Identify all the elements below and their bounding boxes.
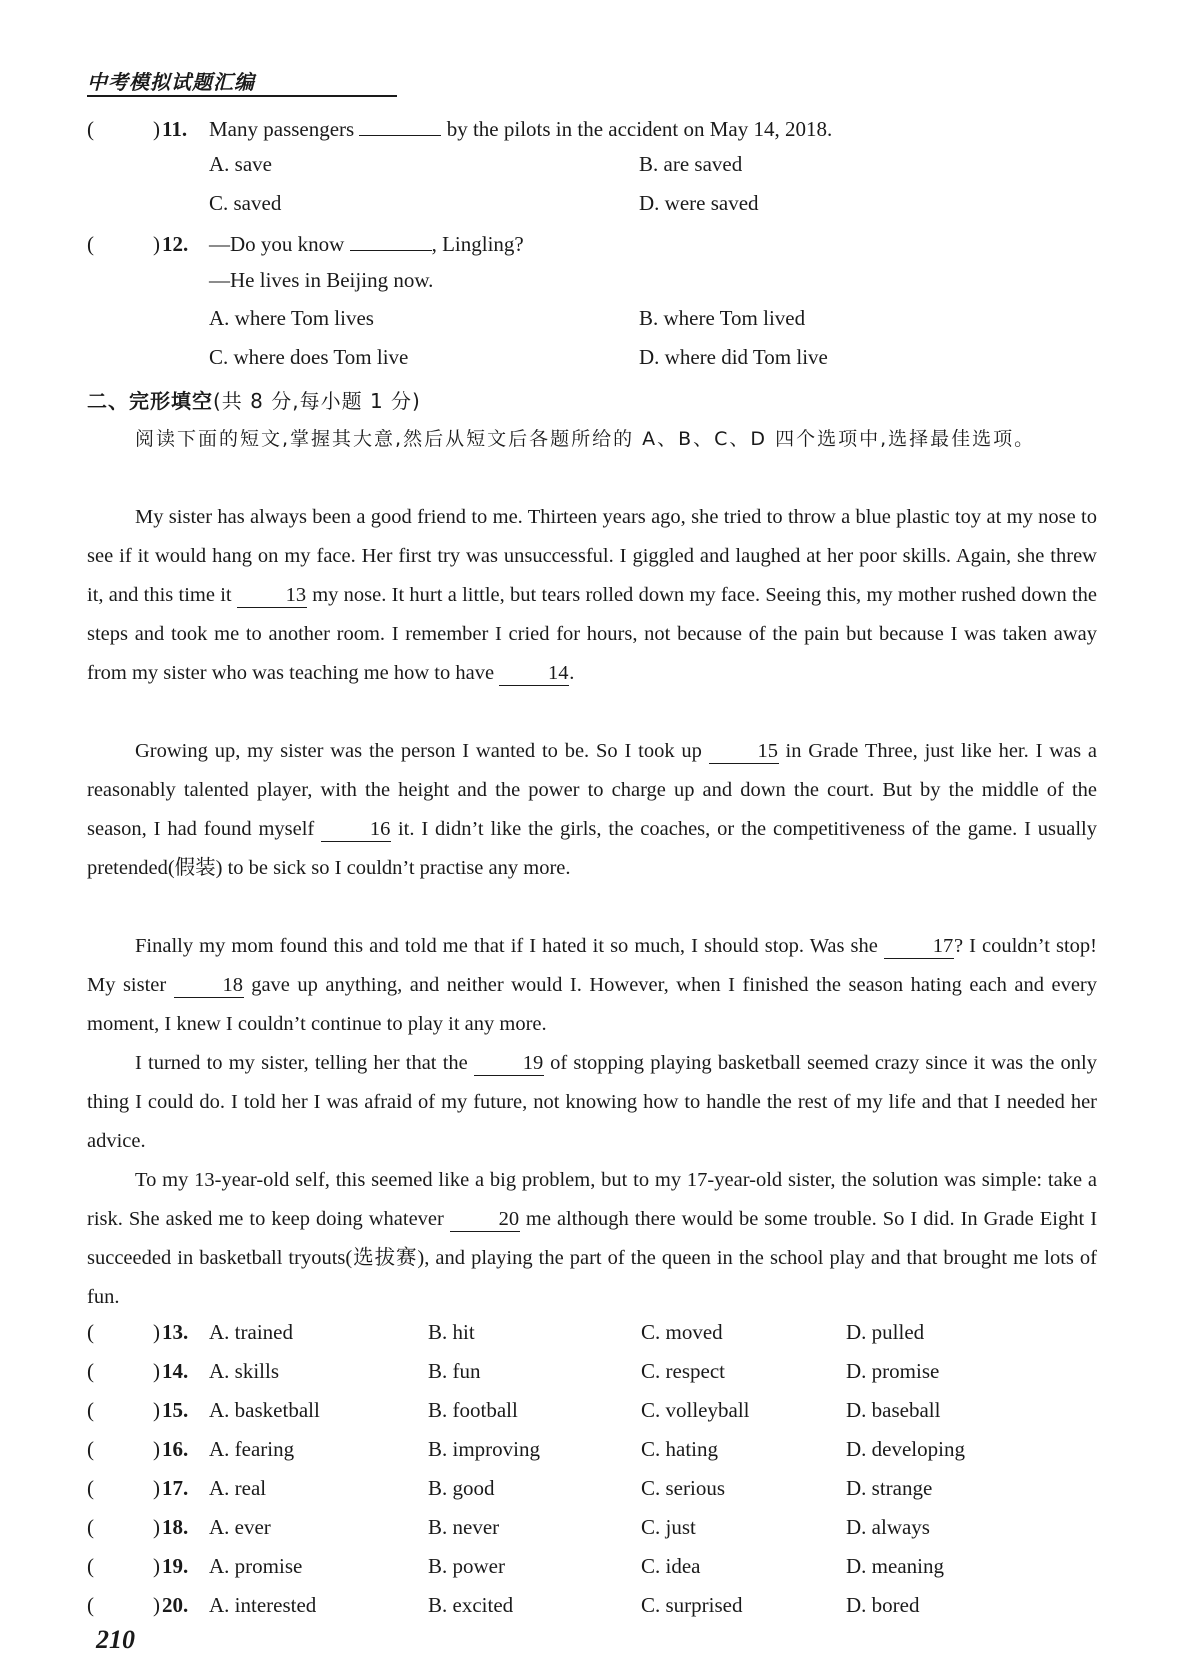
blank-15: 15 <box>709 739 779 764</box>
question-number: 20. <box>162 1593 189 1617</box>
passage-text: To my 13-year-old self, this seemed like a big problem, but to my 17-year-old sister, the solution was simple: take a risk. She asked me to keep doing whatever <box>87 1169 1097 1230</box>
option-c: C. surprised <box>641 1593 743 1617</box>
option-d: D. pulled <box>846 1320 925 1344</box>
answer-bracket-close: ) <box>153 1320 160 1344</box>
section-scoring: (共 8 分,每小题 1 分) <box>213 389 421 413</box>
answer-blank <box>350 232 432 251</box>
section-instruction: 阅读下面的短文,掌握其大意,然后从短文后各题所给的 A、B、C、D 四个选项中,选择最佳选项。 <box>135 428 1036 450</box>
dialogue-line: —He lives in Beijing now. <box>209 268 434 292</box>
answer-bracket-open: ( <box>87 1593 94 1617</box>
option-d: D. bored <box>846 1593 920 1617</box>
option-b: B. hit <box>428 1320 475 1344</box>
blank-18: 18 <box>174 973 244 998</box>
answer-bracket-close: ) <box>153 1593 160 1617</box>
option-b: B. football <box>428 1398 518 1422</box>
blank-14: 14 <box>499 661 569 686</box>
question-number: 16. <box>162 1437 189 1461</box>
option-a: A. promise <box>209 1554 303 1578</box>
passage-text: my nose. It hurt a little, but tears rolled down my face. Seeing this, my mother rushed down the steps and took me to another room. I remember I cried for hours, not because of the pain but because I was taken away from my sister who was teaching me how to have <box>87 584 1098 684</box>
option-b: B. are saved <box>639 152 743 176</box>
stem-text: Many passengers <box>209 117 355 141</box>
option-b: B. improving <box>428 1437 541 1461</box>
passage-text: Finally my mom found this and told me that if I hated it so much, I should stop. Was she <box>135 935 878 957</box>
blank-20: 20 <box>450 1207 520 1232</box>
question-number: 14. <box>162 1359 189 1383</box>
passage-paragraph-2 <box>87 732 1097 888</box>
passage-text: Growing up, my sister was the person I wanted to be. So I took up <box>135 740 702 762</box>
question-number: 18. <box>162 1515 189 1539</box>
running-head: 中考模拟试题汇编 <box>87 70 255 94</box>
answer-bracket-open: ( <box>87 117 94 141</box>
option-a: A. interested <box>209 1593 317 1617</box>
answer-bracket-open: ( <box>87 1320 94 1344</box>
question-12 <box>87 229 1097 259</box>
answer-bracket-open: ( <box>87 232 94 256</box>
question-number: 12. <box>162 232 189 256</box>
section-heading: 二、完形填空 <box>87 389 213 413</box>
option-b: B. power <box>428 1554 505 1578</box>
passage-text: of stopping playing basketball seemed crazy since it was the only thing I could do. I told her I was afraid of my future, not knowing how to handle the rest of my life and that I needed her advice. <box>87 1052 1097 1152</box>
passage-text: I turned to my sister, telling her that the <box>135 1052 468 1074</box>
passage-text: it. I didn’t like the girls, the coaches, or the competitiveness of the game. I usually pretended(假装) to be sick so I couldn’t practise any more. <box>87 818 1098 879</box>
answer-bracket-close: ) <box>153 232 160 256</box>
option-a: A. ever <box>209 1515 271 1539</box>
answer-bracket-close: ) <box>153 1398 160 1422</box>
question-number: 13. <box>162 1320 189 1344</box>
option-b: B. where Tom lived <box>639 306 806 330</box>
question-11 <box>87 114 1097 144</box>
option-a: A. trained <box>209 1320 293 1344</box>
passage-text: me although there would be some trouble. So I did. In Grade Eight I succeeded in basketball tryouts(选拔赛), and playing the part of the queen in the school play and that brought me lots of fun. <box>87 1208 1098 1308</box>
page-number: 210 <box>96 1625 135 1654</box>
question-number: 11. <box>162 117 188 141</box>
option-c: C. moved <box>641 1320 723 1344</box>
option-c: C. hating <box>641 1437 718 1461</box>
passage-text: ? I couldn’t stop! My sister <box>87 935 1097 996</box>
passage-paragraph-3 <box>87 927 1097 1044</box>
passage-paragraph-4 <box>87 1044 1097 1161</box>
answer-bracket-open: ( <box>87 1476 94 1500</box>
option-a: A. skills <box>209 1359 280 1383</box>
option-c: C. respect <box>641 1359 725 1383</box>
blank-19: 19 <box>474 1051 544 1076</box>
option-c: C. idea <box>641 1554 701 1578</box>
option-a: A. where Tom lives <box>209 306 374 330</box>
header-rule <box>87 95 397 97</box>
stem-text: , Lingling? <box>431 232 524 256</box>
option-a: A. basketball <box>209 1398 320 1422</box>
passage-text: in Grade Three, just like her. I was a reasonably talented player, with the height and the power to charge up and down the court. But by the middle of the season, I had found myself <box>87 740 1098 840</box>
answer-bracket-close: ) <box>153 1554 160 1578</box>
blank-16: 16 <box>321 817 391 842</box>
answer-bracket-close: ) <box>153 1437 160 1461</box>
option-b: B. fun <box>428 1359 481 1383</box>
option-c: C. where does Tom live <box>209 345 409 369</box>
question-number: 15. <box>162 1398 189 1422</box>
answer-bracket-open: ( <box>87 1398 94 1422</box>
question-stem <box>209 114 832 144</box>
option-d: D. strange <box>846 1476 933 1500</box>
option-d: D. where did Tom live <box>639 345 828 369</box>
answer-bracket-close: ) <box>153 1359 160 1383</box>
option-b: B. excited <box>428 1593 514 1617</box>
answer-bracket-close: ) <box>153 1476 160 1500</box>
answer-bracket-open: ( <box>87 1359 94 1383</box>
option-b: B. good <box>428 1476 495 1500</box>
question-number: 17. <box>162 1476 189 1500</box>
answer-bracket-open: ( <box>87 1515 94 1539</box>
option-d: D. baseball <box>846 1398 941 1422</box>
option-a: A. real <box>209 1476 267 1500</box>
blank-17: 17 <box>884 934 954 959</box>
answer-bracket-open: ( <box>87 1554 94 1578</box>
answer-bracket-close: ) <box>153 117 160 141</box>
option-d: D. promise <box>846 1359 940 1383</box>
option-c: C. just <box>641 1515 696 1539</box>
section-title <box>87 385 421 414</box>
passage-text: My sister has always been a good friend to me. Thirteen years ago, she tried to throw a blue plastic toy at my nose to see if it would hang on my face. Her first try was unsuccessful. I giggled and laughed at her poor skills. Again, she threw it, and this time it <box>87 506 1097 606</box>
passage-text: gave up anything, and neither would I. However, when I finished the season hating each and every moment, I knew I couldn’t continue to play it any more. <box>87 974 1097 1035</box>
question-number: 19. <box>162 1554 189 1578</box>
option-c: C. serious <box>641 1476 725 1500</box>
option-d: D. always <box>846 1515 930 1539</box>
passage-text: . <box>569 662 575 684</box>
option-d: D. developing <box>846 1437 965 1461</box>
answer-bracket-open: ( <box>87 1437 94 1461</box>
passage-paragraph-1 <box>87 498 1097 693</box>
stem-text: —Do you know <box>209 232 345 256</box>
blank-13: 13 <box>237 583 307 608</box>
question-stem <box>209 229 524 259</box>
stem-text: by the pilots in the accident on May 14, 2018. <box>446 117 833 141</box>
option-c: C. saved <box>209 191 282 215</box>
passage-paragraph-5 <box>87 1161 1097 1317</box>
option-a: A. fearing <box>209 1437 295 1461</box>
option-a: A. save <box>209 152 272 176</box>
option-b: B. never <box>428 1515 500 1539</box>
option-c: C. volleyball <box>641 1398 750 1422</box>
option-d: D. meaning <box>846 1554 944 1578</box>
answer-blank <box>359 117 441 136</box>
option-d: D. were saved <box>639 191 759 215</box>
answer-bracket-close: ) <box>153 1515 160 1539</box>
